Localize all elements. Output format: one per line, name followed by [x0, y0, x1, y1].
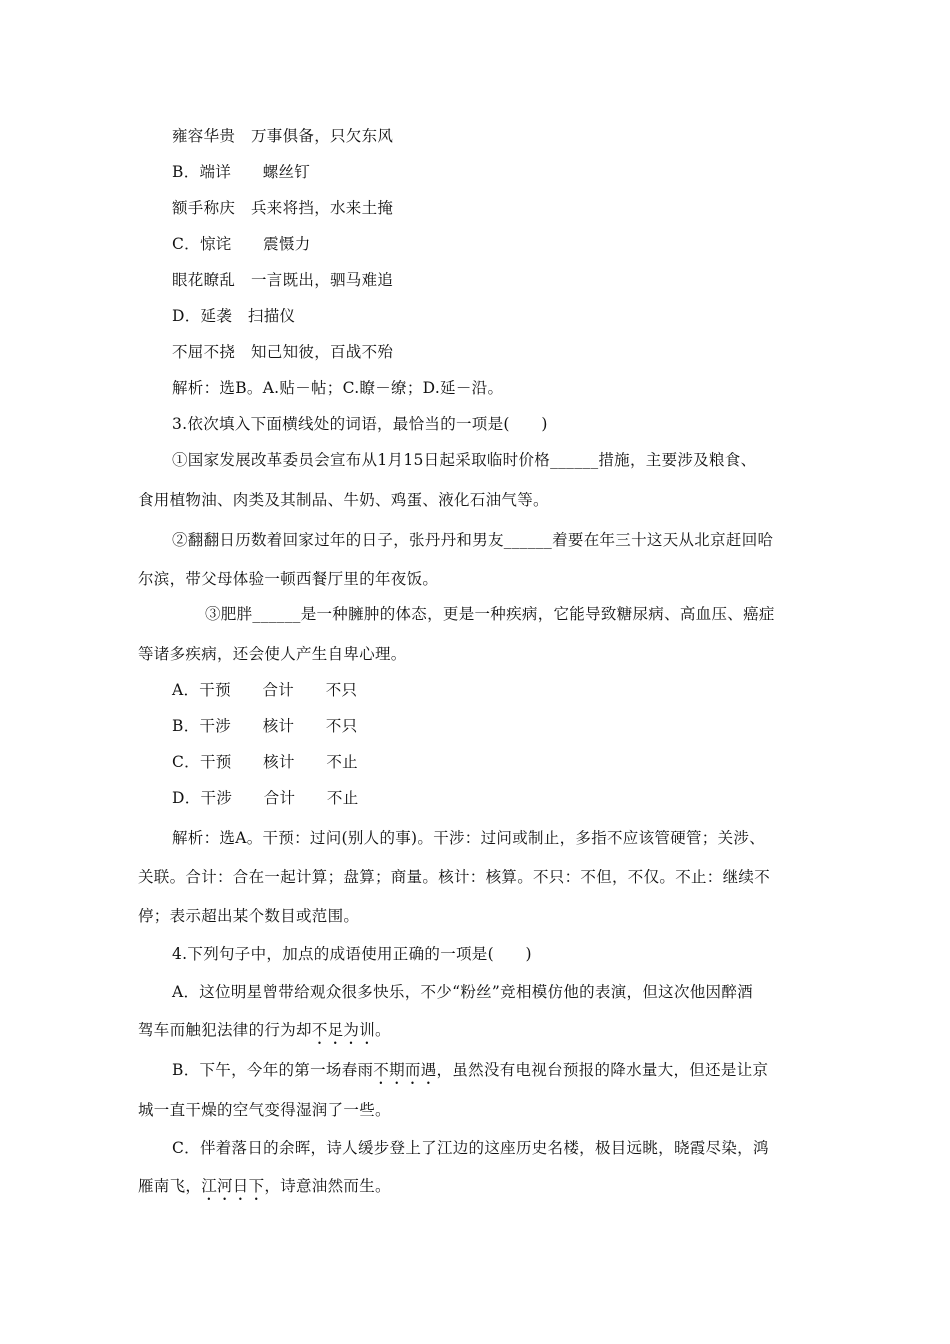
q4-option-b-line2: 城一直干燥的空气变得湿润了一些。 — [138, 1101, 391, 1119]
q2-option-b-line1: B．端详 螺丝钉 — [172, 163, 311, 181]
q2-option-c-line2: 眼花瞭乱 一言既出，驷马难追 — [172, 271, 394, 289]
q2-option-d-line2: 不屈不挠 知己知彼，百战不殆 — [172, 343, 394, 361]
q4-option-b-text-before: B．下午，今年的第一场春雨 — [172, 1061, 374, 1079]
q2-option-c-line1: C．惊诧 震慑力 — [172, 235, 311, 253]
q4-option-c-text-before: 雁南飞， — [138, 1177, 202, 1195]
q3-sentence2-line1: ②翻翻日历数着回家过年的日子，张丹丹和男友______着要在年三十这天从北京赶回哈 — [172, 531, 774, 549]
q4-option-a-text-before: 驾车而触犯法律的行为却 — [138, 1021, 312, 1039]
q4-option-a-line2 — [138, 1020, 391, 1048]
q3-option-d: D．干涉 合计 不止 — [172, 789, 359, 807]
q3-option-b: B．干涉 核计 不只 — [172, 717, 358, 735]
q4-option-b-text-after: ，虽然没有电视台预报的降水量大，但还是让京 — [436, 1061, 769, 1079]
q2-option-d-line1: D．延袭 扫描仪 — [172, 307, 296, 325]
q4-option-c-dotted-idiom: 江河日下 — [201, 1177, 265, 1195]
q3-sentence1-line1: ①国家发展改革委员会宣布从1月15日起采取临时价格______措施，主要涉及粮食、 — [172, 451, 757, 469]
q4-option-a-dotted-idiom: 不足为训 — [311, 1021, 376, 1039]
q2-analysis: 解析：选B。A.贴－帖；C.瞭－缭；D.延－沿。 — [172, 379, 504, 397]
q4-option-b-line1 — [172, 1060, 768, 1088]
q4-option-a-text-after: 。 — [375, 1021, 391, 1039]
q3-stem: 3.依次填入下面横线处的词语，最恰当的一项是( ) — [172, 415, 548, 433]
q4-stem: 4.下列句子中，加点的成语使用正确的一项是( ) — [172, 945, 532, 963]
q3-sentence3-line2: 等诸多疾病，还会使人产生自卑心理。 — [138, 645, 407, 663]
q3-option-a: A．干预 合计 不只 — [172, 681, 358, 699]
q3-analysis-line3: 停；表示超出某个数目或范围。 — [138, 907, 360, 925]
q2-option-b-line2: 额手称庆 兵来将挡，水来土掩 — [172, 199, 394, 217]
q3-sentence3-line1: ③肥胖______是一种臃肿的体态，更是一种疾病，它能导致糖尿病、高血压、癌症 — [205, 605, 775, 623]
q4-option-b-dotted-idiom: 不期而遇 — [373, 1061, 437, 1079]
q3-analysis-line2: 关联。合计：合在一起计算；盘算；商量。核计：核算。不只：不但，不仅。不止：继续不 — [138, 868, 771, 886]
q3-analysis-line1: 解析：选A。干预：过问(别人的事)。干涉：过问或制止，多指不应该管硬管；关涉、 — [172, 829, 765, 847]
q3-option-c: C．干预 核计 不止 — [172, 753, 358, 771]
q4-option-a-line1: A．这位明星曾带给观众很多快乐，不少“粉丝”竞相模仿他的表演，但这次他因醉酒 — [172, 983, 753, 1001]
q3-sentence1-line2: 食用植物油、肉类及其制品、牛奶、鸡蛋、液化石油气等。 — [138, 491, 549, 509]
q4-option-c-line1: C．伴着落日的余晖，诗人缓步登上了江边的这座历史名楼，极目远眺，晓霞尽染，鸿 — [172, 1139, 769, 1157]
q2-option-a-line2: 雍容华贵 万事俱备，只欠东风 — [172, 127, 394, 145]
q4-option-c-text-after: ，诗意油然而生。 — [264, 1177, 391, 1195]
q4-option-c-line2 — [138, 1176, 391, 1204]
q3-sentence2-line2: 尔滨，带父母体验一顿西餐厅里的年夜饭。 — [138, 570, 439, 588]
